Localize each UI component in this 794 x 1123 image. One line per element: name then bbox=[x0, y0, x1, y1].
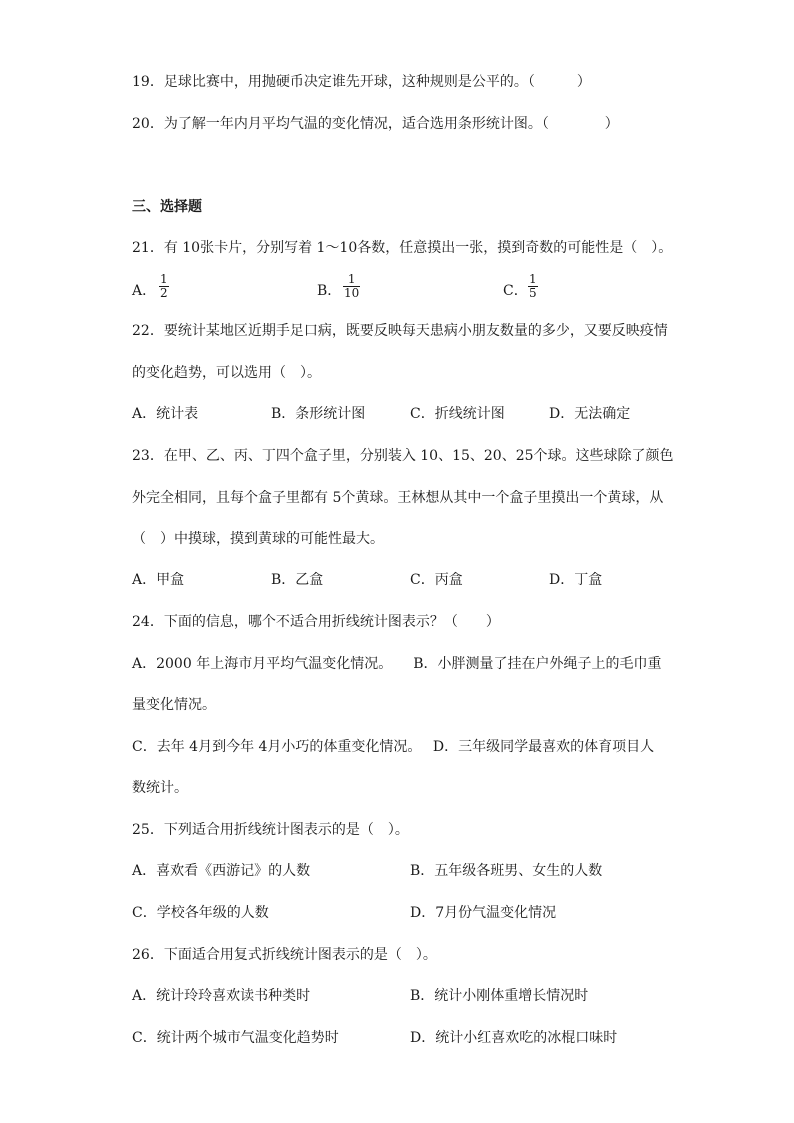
option-b-fraction bbox=[343, 273, 360, 300]
question-22-option-b: B．条形统计图 bbox=[271, 406, 366, 422]
question-25-option-d: D．7月份气温变化情况 bbox=[410, 905, 557, 921]
question-22-option-c: C．折线统计图 bbox=[410, 406, 505, 422]
question-24-options-ab-line-2: 量变化情况。 bbox=[132, 697, 216, 713]
question-24-options-ab-line-1: A．2000 年上海市月平均气温变化情况。 B．小胖测量了挂在户外绳子上的毛巾重 bbox=[132, 656, 662, 672]
question-22-line-1: 22．要统计某地区近期手足口病，既要反映每天患病小朋友数量的多少，又要反映疫情 bbox=[132, 323, 668, 339]
question-26-option-b: B．统计小刚体重增长情况时 bbox=[410, 988, 589, 1004]
question-24-stem: 24．下面的信息，哪个不适合用折线统计图表示？（ ） bbox=[132, 614, 500, 630]
question-25-option-a: A．喜欢看《西游记》的人数 bbox=[132, 863, 311, 879]
fraction-denominator: 5 bbox=[529, 286, 537, 300]
question-25-stem: 25．下列适合用折线统计图表示的是（ ）。 bbox=[132, 822, 409, 838]
fraction-denominator: 2 bbox=[160, 286, 168, 300]
question-22-option-d: D．无法确定 bbox=[549, 406, 631, 422]
option-c-label: C． bbox=[503, 283, 528, 299]
question-20: 20．为了解一年内月平均气温的变化情况，适合选用条形统计图。（ ） bbox=[132, 116, 619, 132]
question-23-option-c: C．丙盒 bbox=[410, 572, 463, 588]
question-26-option-d: D．统计小红喜欢吃的冰棍口味时 bbox=[410, 1030, 618, 1046]
option-a-fraction bbox=[159, 273, 169, 300]
question-22-option-a: A．统计表 bbox=[132, 406, 199, 422]
question-26-option-a: A．统计玲玲喜欢读书种类时 bbox=[132, 988, 311, 1004]
question-23-line-1: 23．在甲、乙、丙、丁四个盒子里，分别装入 10、15、20、25个球。这些球除了颜色 bbox=[132, 448, 674, 464]
question-23-line-2: 外完全相同，且每个盒子里都有 5个黄球。王林想从其中一个盒子里摸出一个黄球，从 bbox=[132, 490, 664, 506]
question-26-option-c: C．统计两个城市气温变化趋势时 bbox=[132, 1030, 339, 1046]
option-c-fraction bbox=[528, 273, 538, 300]
fraction-numerator: 1 bbox=[347, 272, 356, 286]
question-22-line-2: 的变化趋势，可以选用（ ）。 bbox=[132, 365, 321, 381]
question-23-option-b: B．乙盒 bbox=[271, 572, 324, 588]
question-25-option-c: C．学校各年级的人数 bbox=[132, 905, 269, 921]
option-a-label: A． bbox=[132, 283, 157, 299]
question-23-option-d: D．丁盒 bbox=[549, 572, 603, 588]
question-23-line-3: （ ）中摸球，摸到黄球的可能性最大。 bbox=[132, 531, 384, 547]
section-heading: 三、选择题 bbox=[132, 199, 202, 215]
question-25-option-b: B．五年级各班男、女生的人数 bbox=[410, 863, 603, 879]
option-b-label: B． bbox=[317, 283, 342, 299]
fraction-denominator: 10 bbox=[344, 286, 360, 300]
question-26-stem: 26．下面适合用复式折线统计图表示的是（ ）。 bbox=[132, 947, 437, 963]
question-21-stem: 21．有 10张卡片，分别写着 1～10各数，任意摸出一张，摸到奇数的可能性是（ ）。 bbox=[132, 240, 673, 256]
fraction-numerator: 1 bbox=[529, 272, 537, 286]
question-24-options-cd-line-1: C．去年 4月到今年 4月小巧的体重变化情况。 D．三年级同学最喜欢的体育项目人 bbox=[132, 739, 655, 755]
question-24-options-cd-line-2: 数统计。 bbox=[132, 780, 188, 796]
question-19: 19．足球比赛中，用抛硬币决定谁先开球，这种规则是公平的。（ ） bbox=[132, 74, 591, 90]
fraction-numerator: 1 bbox=[160, 272, 168, 286]
question-23-option-a: A．甲盒 bbox=[132, 572, 185, 588]
